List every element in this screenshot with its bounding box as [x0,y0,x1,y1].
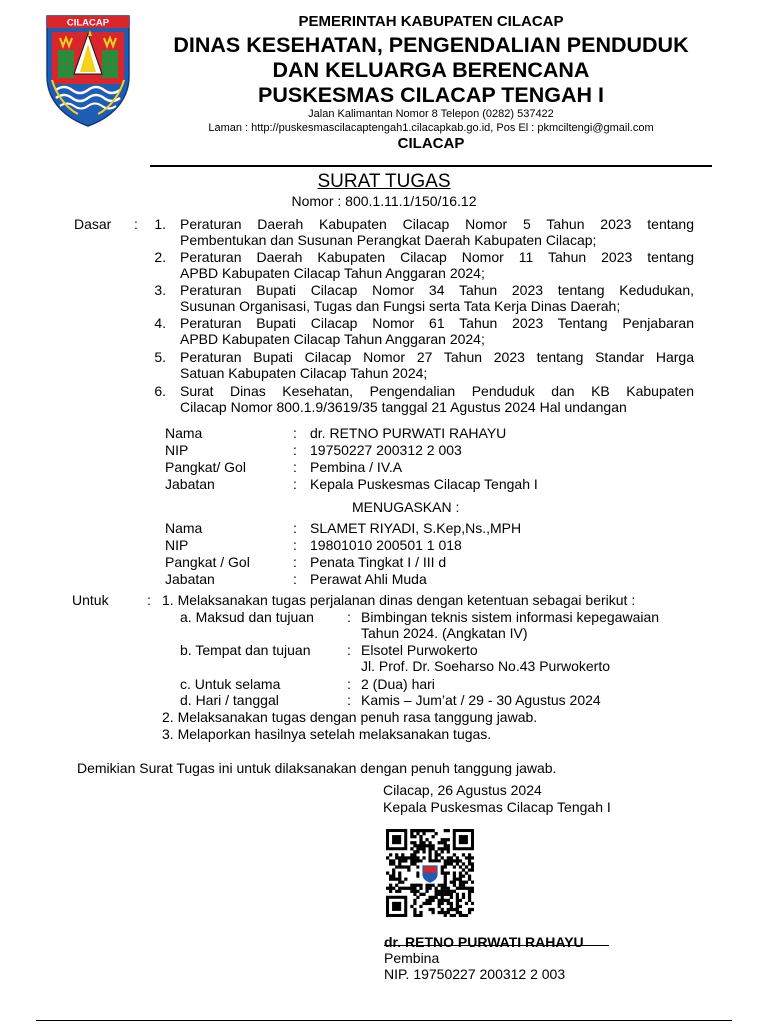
untuk-item-1: 1. Melaksanakan tugas perjalanan dinas dengan ketentuan sebagai berikut : [162,592,636,608]
assigner-name-label: Nama [165,425,203,441]
sub-item-label: d. Hari / tanggal [180,692,279,708]
sub-item-label: b. Tempat dan tujuan [180,642,311,658]
sub-item-value: Kamis – Jum’at / 29 - 30 Agustus 2024 [361,692,601,708]
dasar-item-text: Susunan Organisasi, Tugas dan Fungsi serta Tata Kerja Dinas Daerah; [180,298,621,314]
web-email-line: Laman : http://puskesmascilacaptengah1.cilacapkab.go.id, Pos El : pkmciltengi@gmail.com [208,122,654,134]
assignee-name-colon: : [293,520,297,536]
sub-item-label: a. Maksud dan tujuan [180,609,314,625]
agency-name-line1: DINAS KESEHATAN, PENGENDALIAN PENDUDUK [173,33,689,57]
signer-nip: NIP. 19750227 200312 2 003 [384,966,566,982]
sub-item-value: 2 (Dua) hari [361,676,435,692]
dasar-item-number: 3. [154,282,166,298]
sub-item-colon: : [347,642,351,658]
qr-code [386,829,474,917]
assignee-nip-label: NIP [165,537,189,553]
assignee-nip-value: 19801010 200501 1 018 [310,537,462,553]
assigner-position-label: Jabatan [165,476,215,492]
dasar-item-text: Cilacap Nomor 800.1.9/3619/35 tanggal 21 Agustus 2024 Hal undangan [180,399,627,415]
dasar-colon: : [134,216,138,232]
letter-number: Nomor : 800.1.11.1/150/16.12 [291,193,477,209]
untuk-colon: : [147,592,151,608]
assigner-name-colon: : [293,425,297,441]
signer-position: Kepala Puskesmas Cilacap Tengah I [383,799,611,815]
dasar-item-text: APBD Kabupaten Cilacap Tahun Anggaran 2024; [180,331,485,347]
assigner-rank-colon: : [293,459,297,475]
assignee-position-value: Perawat Ahli Muda [310,571,427,587]
closing-statement: Demikian Surat Tugas ini untuk dilaksanakan dengan penuh tanggung jawab. [77,760,557,776]
dasar-item-number: 2. [154,249,166,265]
dasar-item-text: Pembentukan dan Susunan Perangkat Daerah Kabupaten Cilacap; [180,232,597,248]
untuk-item-2: 2. Melaksanakan tugas dengan penuh rasa tanggung jawab. [162,709,538,725]
assignee-rank-value: Penata Tingkat I / III d [310,554,447,570]
assigner-rank-value: Pembina / IV.A [310,459,403,475]
dasar-item-text: APBD Kabupaten Cilacap Tahun Anggaran 2024; [180,265,485,281]
assigner-nip-value: 19750227 200312 2 003 [310,442,462,458]
sub-item-value: Elsotel Purwokerto [361,642,478,658]
place-date: Cilacap, 26 Agustus 2024 [383,782,542,798]
letterhead-divider [150,165,712,167]
untuk-item-3: 3. Melaporkan hasilnya setelah melaksanakan tugas. [162,726,492,742]
sub-item-colon: : [347,609,351,625]
assignee-nip-colon: : [293,537,297,553]
sub-item-colon: : [347,692,351,708]
signer-name: dr. RETNO PURWATI RAHAYU [384,934,584,950]
assignee-position-colon: : [293,571,297,587]
cilacap-regency-emblem [44,14,132,128]
letter-title: SURAT TUGAS [317,171,451,192]
sub-item-value: Jl. Prof. Dr. Soeharso No.43 Purwokerto [361,658,610,674]
dasar-item-text: Peraturan Daerah Kabupaten Cilacap Nomor 11 Tahun 2023 tentang [180,249,694,265]
dasar-item-number: 6. [154,383,166,399]
assigner-rank-label: Pangkat/ Gol [165,459,246,475]
dasar-item-number: 1. [154,216,166,232]
dasar-item-number: 5. [154,349,166,365]
assigner-name-value: dr. RETNO PURWATI RAHAYU [310,425,507,441]
agency-name-line2: DAN KELUARGA BERENCANA [272,58,590,82]
signer-name-underline [384,945,609,946]
dasar-item-text: Satuan Kabupaten Cilacap Tahun 2024; [180,365,428,381]
assignee-rank-label: Pangkat / Gol [165,554,250,570]
sub-item-label: c. Untuk selama [180,676,281,692]
menugaskan-heading: MENUGASKAN : [352,499,460,515]
sub-item-value: Tahun 2024. (Angkatan IV) [361,625,528,641]
sub-item-value: Bimbingan teknis sistem informasi kepegawaian [361,609,660,625]
page-bottom-rule [36,1020,732,1021]
puskesmas-name: PUSKESMAS CILACAP TENGAH I [257,83,605,107]
assigner-position-colon: : [293,476,297,492]
untuk-label: Untuk [72,592,109,608]
assignee-name-value: SLAMET RIYADI, S.Kep,Ns.,MPH [310,520,522,536]
assignee-rank-colon: : [293,554,297,570]
assigner-nip-label: NIP [165,442,189,458]
sub-item-colon: : [347,676,351,692]
dasar-item-text: Peraturan Bupati Cilacap Nomor 61 Tahun 2023 Tentang Penjabaran [180,315,694,331]
signer-rank: Pembina [384,950,440,966]
address-line: Jalan Kalimantan Nomor 8 Telepon (0282) 537422 [308,108,554,120]
gov-name: PEMERINTAH KABUPATEN CILACAP [298,13,564,30]
assigner-position-value: Kepala Puskesmas Cilacap Tengah I [310,476,538,492]
dasar-item-text: Surat Dinas Kesehatan, Pengendalian Penduduk dan KB Kabupaten [180,383,694,399]
letterhead-city: CILACAP [397,135,465,152]
dasar-item-number: 4. [154,315,166,331]
svg-text:CILACAP: CILACAP [66,17,110,29]
dasar-item-text: Peraturan Daerah Kabupaten Cilacap Nomor 5 Tahun 2023 tentang [180,216,694,232]
dasar-item-text: Peraturan Bupati Cilacap Nomor 34 Tahun 2023 tentang Kedudukan, [180,282,694,298]
dasar-label: Dasar [74,216,112,232]
dasar-item-text: Peraturan Bupati Cilacap Nomor 27 Tahun 2023 tentang Standar Harga [180,349,694,365]
assigner-nip-colon: : [293,442,297,458]
assignee-position-label: Jabatan [165,571,215,587]
assignee-name-label: Nama [165,520,203,536]
